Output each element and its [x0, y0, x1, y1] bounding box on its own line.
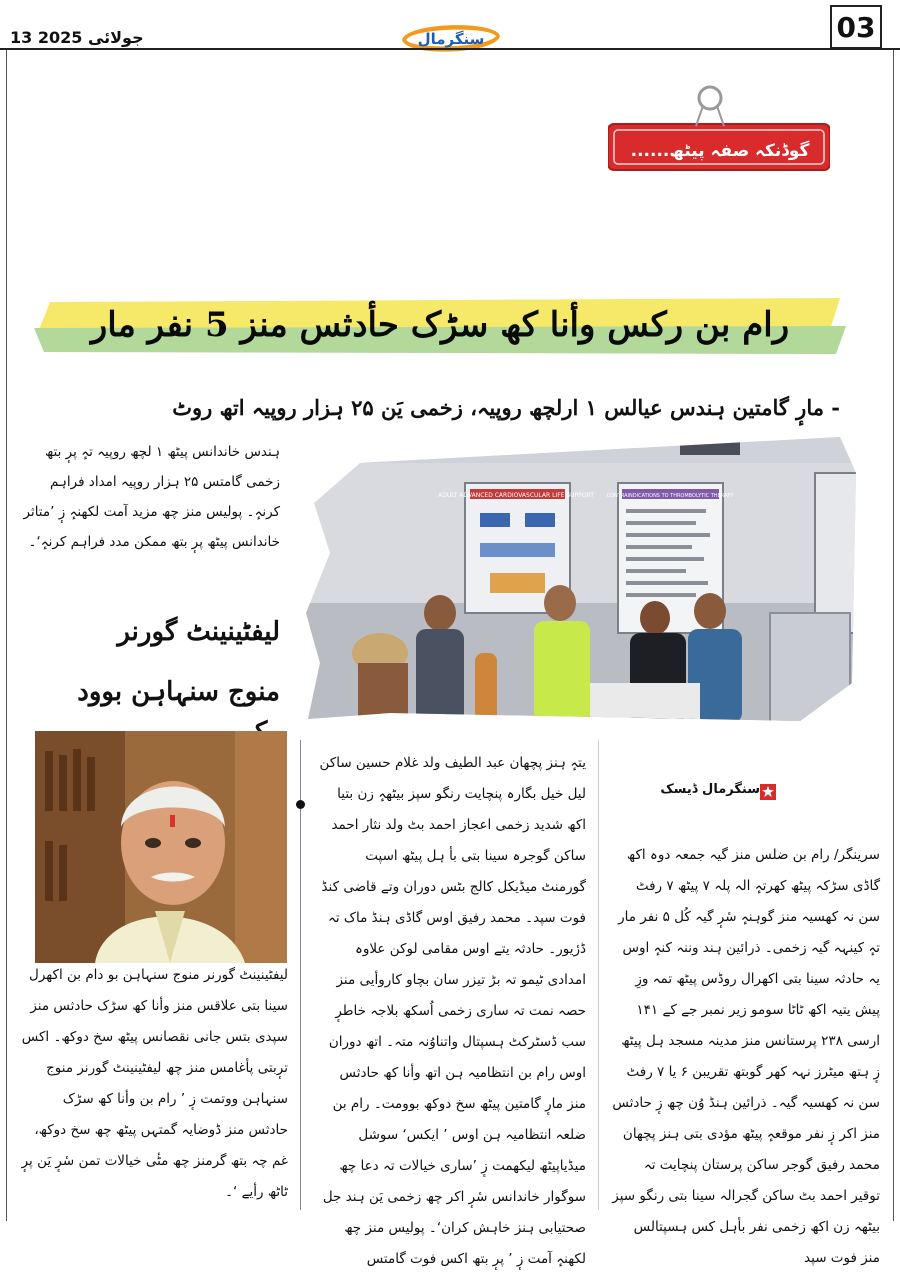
hospital-photo	[300, 433, 860, 723]
article-column-right: سرینگر/ رام بن ضلس منز گیہ جمعہ دوہ اکھ گاڈی سڑکہ پیٹھ کھرتہٕ الہ پلہ ۷ پیٹھ ۷ رفٹ سن نہ کھسیہ منز گوہنہٕ سٔرٕ گیہ کُل ۵ نفر مار تہٕ کینہہ گیہ زخمی۔ ذرائین ہند وننہ کنہٕ اوس یہ حادثہ سینا بتی اکھرال روڈس پیٹھ تمہ وزِ پیش یتیہ اکھ ٹاٹا سومو زیر نمبر جے کے ۱۴۱ ارسی ۲۳۸ پرستانس منز مدینہ مسجد ہل پیٹھ زٕ ہتھ میٹرز نہہ کھر گوبتھ تقریبن ۶ یا ۷ رفٹ سن نہ کھسیہ گیہ۔ ذرائین ہنڈ وُن چھ زٕ حادثس منز اکر زٕ نفر موقعہٕ پیٹھ مؤدی بتی ہنز پچھان محمد رفیق گوجر ساکن پرستان پنچایت تہ توقیر احمد بٹ ساکن گجرالہ سینا بتی رنگو سپز بیٹھہ زن اکھ زخمی نفر بأہل کس ہسپتالس منز فوت سپد	[612, 847, 880, 1266]
page-number: 03	[830, 5, 882, 49]
issue-date: 13 جولائی 2025	[10, 28, 144, 47]
section-tag-label: گوڈنکہ صفہ پیٹھ......	[630, 141, 810, 161]
column-divider	[300, 740, 301, 1210]
headline: رام بن رکس وأنا کھ سڑک حأدثس منز 5 نفر مار	[90, 305, 790, 345]
continued-text: ہندس خاندانس پیٹھ ۱ لچھ روپیہ تہٕ پرٕ بتھ زخمی گامتس ۲۵ ہزار روپیہ امداد فراہم کرنہٕ۔ پولیس منز چھ مزید آمت لکھنہٕ زٕ ’متاثر خاندانس پیٹھ پرٕ بتھ ممکن مدد فراہم کرنہٕ‘۔	[23, 444, 280, 550]
tag-hanger-icon	[690, 84, 730, 128]
column-divider	[598, 740, 599, 1210]
newspaper-logo	[396, 18, 506, 58]
news-star-icon	[760, 784, 776, 800]
column-divider-dot	[296, 800, 305, 809]
header-divider	[0, 48, 900, 50]
board-right-title: CONTRAINDICATIONS TO THROMBOLYTIC THERAPY	[606, 493, 734, 499]
article-column-middle: یتہٕ ہنز پچھان عبد الطیف ولد غلام حسین ساکن لیل خیل بگارہ پنچایت رنگو سپز بیٹھہٕ زن بتیا اکھ شدید زخمی اعجاز احمد بٹ ولد نثار احمد ساکن گوجرہ سینا بتی بأ ہل پیٹھ اسپت گورمنٹ میڈیکل کالج بٹس دوران وتے قاضی کنڈ فوت سپد۔ محمد رفیق اوس گاڈی ہنڈ ماک تہ ڈرٔیور۔ حادثہ یتے اوس مقامی لوکن علاوہ امدادی ٹیمو تہ بڑ تیزر سان بچاو کاروأیی منز حصہ نمت تہ ساری زخمی اُسکھ بلاجہ خاطرٕ سب ڈسٹرکٹ ہسپتال واتناوُنہ متہ۔ اتھ دوران اوس رام بن انتظامیہ ہن اتھ وأنا کھ حادثس منز مارٕ گامتین پیٹھ سخ دوکھ بوومت۔ رام بن ضلعہ انتظامیہ ہن اوس ’ ایکس‘ سوشل میڈیاپیٹھ لیکھمت زٕ ’ساری خیالات تہ دعا چھ سوگوار خاندانس سٔرٕ اکر چھ زخمی یَن ہند جل صحتیابی ہنز خاہش کران‘۔ پولیس منز چھ لکھنہٕ آمت زٕ ’ پرٕ بتھ اکس فوت گامتس	[319, 755, 586, 1267]
article-column-left: لیفٹینینٹ گورنر منوج سنہاہن بو دام بن اکھرل سینا بتی علاقس منز وأنا کھ سڑک حادثس منز سپدی بتس جانی نقصانس پیٹھ سخ دوکھ۔ اکس ترٕبتی پأغامس منز چھ لیفٹینینٹ گورنر منوج سنہاہن ووتمت زٕ ’ رام بن وأنا کھ سڑک حادثس منز ڈوضایہ گمتہں پیٹھ چھ سخ دوکھ، غم چہ بتھ گرمنز چھ مٹٔی خیالات تمن سٔرٕ یَن پرٕ ٹاٹھ رأیے ‘۔	[21, 967, 288, 1200]
page-border-left	[6, 50, 7, 1221]
section-heading: لیفٹینینٹ گورنر	[117, 617, 280, 647]
page-border-right	[893, 50, 894, 1221]
lieutenant-governor-photo	[35, 731, 287, 963]
section-heading: منوج سنہاہن بوود	[77, 677, 280, 707]
svg-text:سنگرمال: سنگرمال	[417, 30, 485, 48]
subheadline: - مارٕ گامتین ہندس عیالس ۱ ارلچھ روپیہ، زخمی یَن ۲۵ ہزار روپیہ اتھ روٹ	[172, 395, 840, 420]
board-left-title: ADULT ADVANCED CARDIOVASCULAR LIFE SUPPORT	[438, 492, 594, 499]
dateline: سنگرمال ڈیسک	[660, 782, 760, 797]
